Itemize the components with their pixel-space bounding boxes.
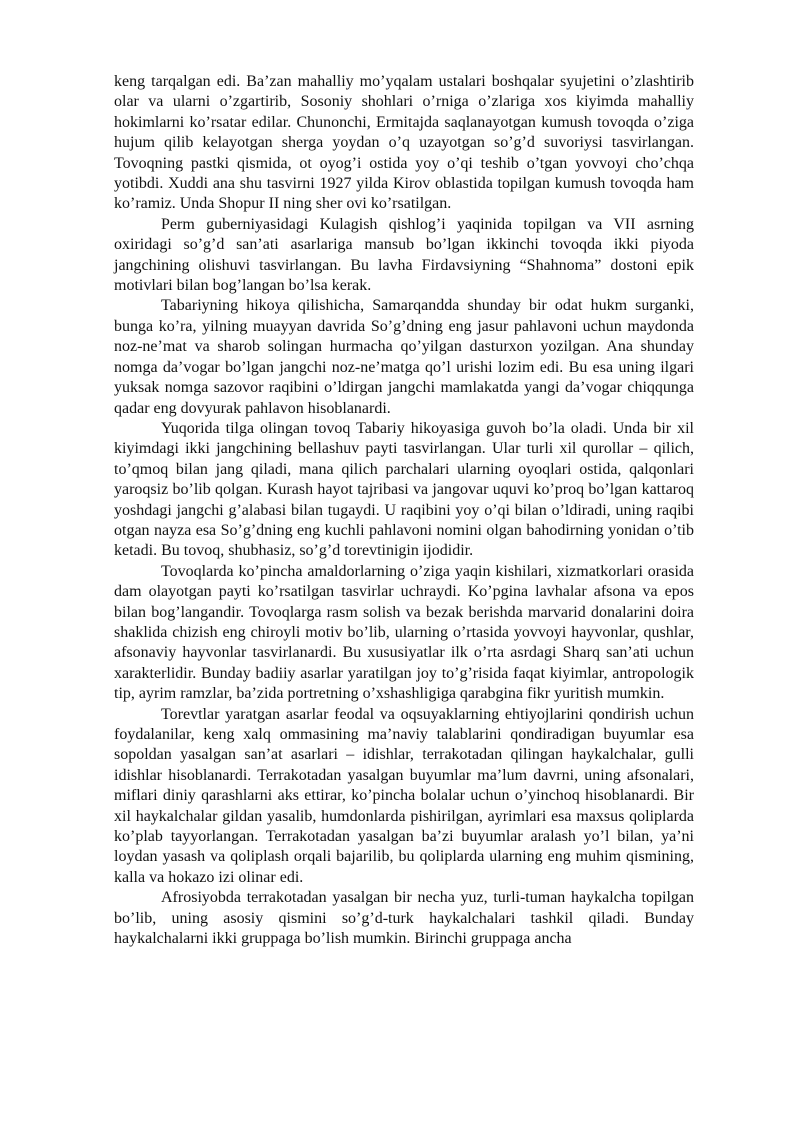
paragraph-continuation: keng tarqalgan edi. Ba’zan mahalliy mo’yqalam ustalari boshqalar syujetini o’zlashtirib olar va ularni o’zgartirib, Sosoniy shohlari o’rniga o’zlariga xos kiyimda mahalliy hokimlarni ko’rsatar edilar. Chunonchi, Ermitajda saqlanayotgan kumush tovoqda o’ziga hujum qilib kelayotgan sherga yoydan o’q uzayotgan so’g’d suvoriysi tasvirlangan. Tovoqning pastki qismida, ot oyog’i ostida yoy o’qi teshib o’tgan yovvoyi cho’chqa yotibdi. Xuddi ana shu tasvirni 1927 yilda Kirov oblastida topilgan kumush tovoqda ham ko’ramiz. Unda Shopur II ning sher ovi ko’rsatilgan. [114,73,694,213]
paragraph-terracotta: Torevtlar yaratgan asarlar feodal va oqsuyaklarning ehtiyojlarini qondirish uchun foydalanilar, keng xalq ommasining ma’naviy talablarini qondiradigan buyumlar esa sopoldan yasalgan san’at asarlari – idishlar, terrakotadan qilingan haykalchalar, gulli idishlar hisoblanardi. Terrakotadan yasalgan buyumlar ma’lum davrni, uning afsonalari, miflari diniy qarashlarni aks ettirar, ko’pincha bolalar uchun o’yinchoq hisoblanardi. Bir xil haykalchalar gildan yasalib, humdonlarda pishirilgan, ayrimlari esa maxsus qoliplarda ko’plab tayyorlangan. Terrakotadan yasalgan ba’zi buyumlar aralash yo’l bilan, ya’ni loydan yasash va qoliplash orqali bajarilib, bu qoliplarda ularning eng muhim qismining, kalla va hokazo izi olinar edi. [114,705,694,886]
paragraph-plate-duel: Yuqorida tilga olingan tovoq Tabariy hikoyasiga guvoh bo’la oladi. Unda bir xil kiyimdagi ikki jangchining bellashuv payti tasvirlangan. Ular turli xil qurollar – qilich, to’qmoq bilan jang qiladi, mana qilich parchalari ularning oyoqlari ostida, qalqonlari yaroqsiz bo’lib qolgan. Kurash hayot tajribasi va jangovar uquvi ko’proq bo’lgan kattaroq yoshdagi jangchi g’alabasi bilan tugaydi. U raqibini yoy o’qi bilan o’ldiradi, uning raqibi otgan nayza esa So’g’dning eng kuchli pahlavoni nomini olgan bahodirning yonidan o’tib ketadi. Bu tovoq, shubhasiz, so’g’d torevtinigin ijodidir. [114,419,694,560]
paragraph-perm-plate: Perm guberniyasidagi Kulagish qishlog’i yaqinida topilgan va VII asrning oxiridagi so’g’d san’ati asarlariga mansub bo’lgan ikkinchi tovoqda ikki piyoda jangchining olishuvi tasvirlangan. Bu lavha Firdavsiyning “Shahnoma” dostoni epik motivlari bilan bog’langan bo’lsa kerak. [114,215,694,295]
paragraph-tabari-story: Tabariyning hikoya qilishicha, Samarqandda shunday bir odat hukm surganki, bunga ko’ra, yilning muayyan davrida So’g’dning eng jasur pahlavoni uchun maydonda noz-ne’mat va sharob solingan hurmacha qo’yilgan dasturxon yozilgan. Ana shunday nomga da’vogar bo’lgan jangchi noz-ne’matga qo’l urishi lozim edi. Bu esa uning ilgari yuksak nomga sazovor raqibini o’ldirgan jangchi mamlakatda yangi da’vogar chiqqunga qadar eng dovyurak pahlavon hisoblanardi. [114,297,694,417]
paragraph-plate-scenes: Tovoqlarda ko’pincha amaldorlarning o’ziga yaqin kishilari, xizmatkorlari orasida dam olayotgan payti ko’rsatilgan tasvirlar uchraydi. Ko’pgina lavhalar afsona va epos bilan bog’langandir. Tovoqlarga rasm solish va bezak berishda marvarid donalarini doira shaklida chizish eng chiroyli motiv bo’lib, ularning o’rtasida yovvoyi hayvonlar, qushlar, afsonaviy hayvonlar tasvirlanardi. Bu xususiyatlar ilk o’rta asrdagi Sharq san’ati uchun xarakterlidir. Bunday badiiy asarlar yaratilgan joy to’g’risida faqat kiyimlar, antropologik tip, ayrim ramzlar, ba’zida portretning o’xshashligiga qarabgina fikr yuritish mumkin. [114,562,694,703]
document-body [114,72,694,949]
paragraph-afrosiyob: Afrosiyobda terrakotadan yasalgan bir necha yuz, turli-tuman haykalcha topilgan bo’lib, uning asosiy qismini so’g’d-turk haykalchalari tashkil qiladi. Bunday haykalchalarni ikki gruppaga bo’lish mumkin. Birinchi gruppaga ancha [114,889,694,948]
